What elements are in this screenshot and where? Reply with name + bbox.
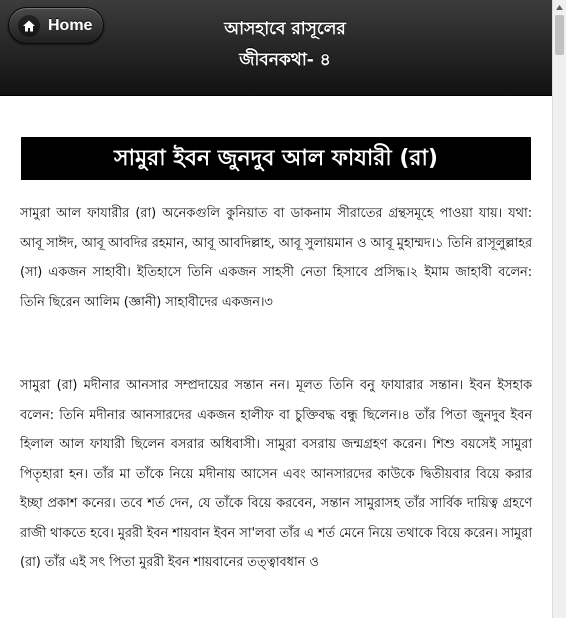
scroll-up-arrow-icon[interactable] xyxy=(553,0,566,14)
article-title: সামুরা ইবন জুনদুব আল ফাযারী (রা) xyxy=(21,137,531,180)
scrollbar-thumb[interactable] xyxy=(555,15,564,55)
article-content xyxy=(0,96,552,618)
header-bar xyxy=(0,0,552,96)
page-title xyxy=(150,14,420,76)
home-button[interactable] xyxy=(8,7,104,44)
home-icon xyxy=(18,15,40,37)
article-paragraph-1: সামুরা আল ফাযারীর (রা) অনেকগুলি কুনিয়াত বা ডাকনাম সীরাতের গ্রন্থসমূহে পাওয়া যায়। যথা: আবূ সাঈদ, আবূ আবদির রহমান, আবূ আবদিল্লাহ, আবূ সুলায়মান ও আবূ মুহাম্মদ।১ তিনি রাসূলুল্লাহর (সা) একজন সাহাবী। ইতিহাসে তিনি একজন সাহসী নেতা হিসাবে প্রসিদ্ধ।২ ইমাম জাহাবী বলেন: তিনি ছিরেন আলিম (জ্ঞানী) সাহাবীদের একজন।৩ xyxy=(20,206,532,310)
vertical-scrollbar[interactable] xyxy=(552,0,566,618)
article-paragraph-2: সামুরা (রা) মদীনার আনসার সম্প্রদায়ের সন্তান নন। মূলত তিনি বনু ফাযারার সন্তান। ইবন ইসহাক বলেন: তিনি মদীনার আনসারদের একজন হালীফ বা চুক্তিবদ্ধ বন্ধু ছিলেন।৪ তাঁর পিতা জুনদুব ইবন হিলাল আল ফাযারী ছিলেন বসরার অধিবাসী। সামুরা বসরায় জন্মগ্রহণ করেন। শিশু বয়সেই সামুরা পিতৃহারা হন। তাঁর মা তাঁকে নিয়ে মদীনায় আসেন এবং আনসারদের কাউকে দ্বিতীয়বার বিয়ে করার ইচ্ছা প্রকাশ কনের। তবে শর্ত দেন, যে তাঁকে বিয়ে করবেন, সন্তান সামুরাসহ তাঁর সার্বিক দায়িত্ব গ্রহণে রাজী থাকতে হবে। মুররী ইবন শায়বান ইবন সা'লবা তাঁর এ শর্ত মেনে নিয়ে তথাকে বিয়ে করেন। সামুরা (রা) তাঁর এই সৎ পিতা মুররী ইবন শায়বানের তত্ত্বাবধান ও xyxy=(20,378,532,570)
home-button-label: Home xyxy=(48,16,93,34)
page-title-line-2: জীবনকথা- ৪ xyxy=(239,50,331,70)
page-title-line-1: আসহাবে রাসূলের xyxy=(224,19,346,39)
